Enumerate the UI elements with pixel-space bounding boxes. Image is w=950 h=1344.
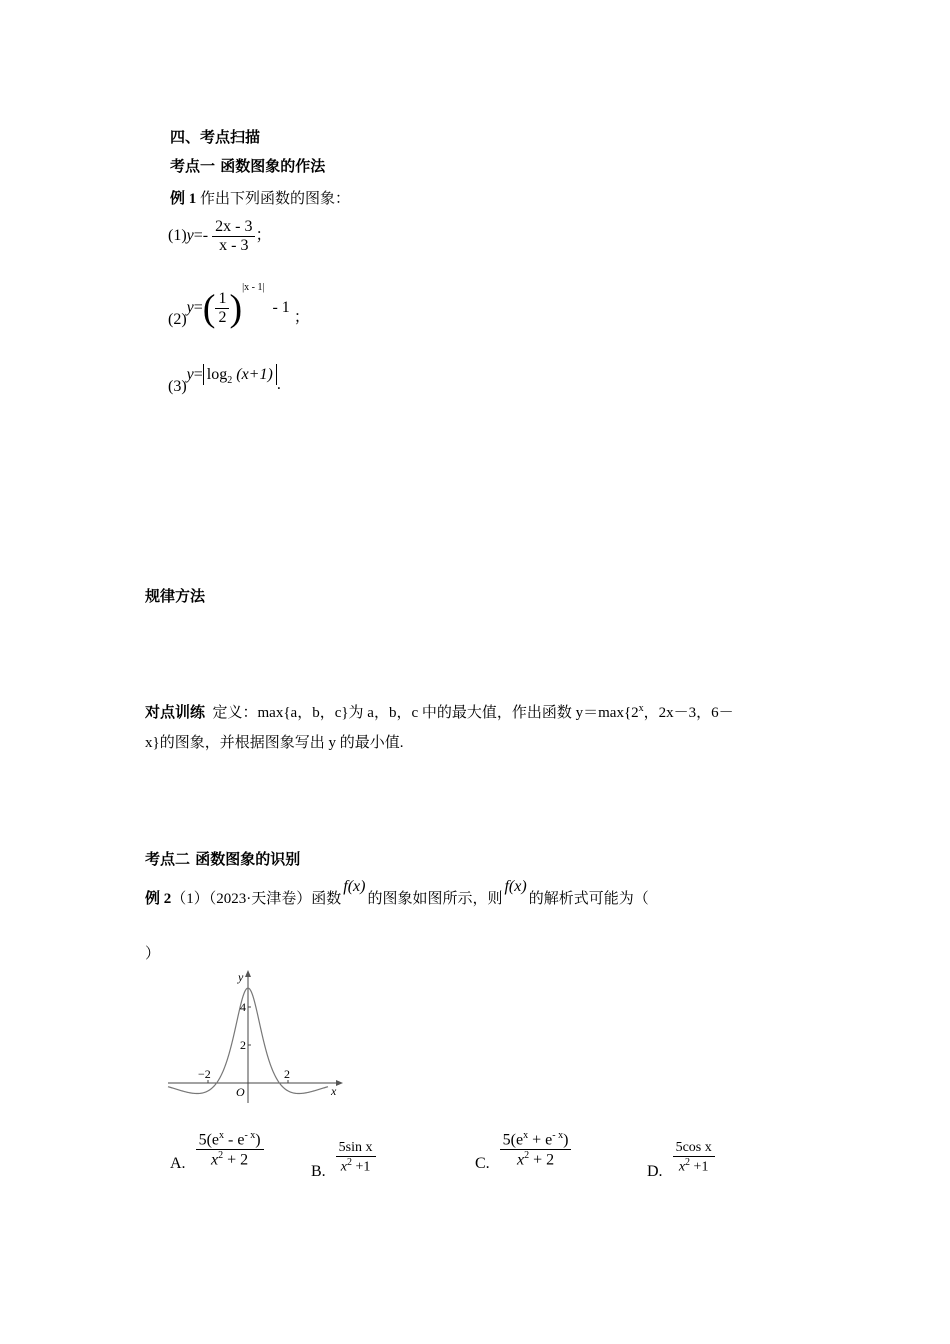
- option-d-fraction: $\frac{\text{5cos x}}{x^2 +1}$: [673, 1140, 715, 1176]
- item-2-eq: =: [193, 299, 203, 316]
- item-3-log: log: [206, 366, 228, 383]
- y-tick-label-2: 2: [240, 1038, 246, 1052]
- example1-item-1: [168, 218, 271, 255]
- training-line-2: x}的图象，并根据图象写出 y 的最小值.: [145, 735, 404, 751]
- item-2-tail: - 1: [272, 299, 290, 316]
- example2-close: ）: [145, 946, 161, 962]
- item-1-end: ；: [255, 227, 272, 245]
- example2-func-2: f(x): [504, 878, 527, 895]
- training-text-1: 定义：max{a，b，c}为 a，b，c 中的最大值，作出函数 y＝max{2: [212, 705, 639, 721]
- training-text-1-tail: ，2x－3，6－: [643, 705, 734, 721]
- option-b-fraction: $\frac{\text{5sin x}}{x^2 +1}$: [336, 1140, 376, 1176]
- item-3-number: (3): [168, 378, 187, 395]
- item-3-log-base: 2: [227, 375, 233, 387]
- item-1-number: (1): [168, 227, 187, 245]
- item-3-lhs: y: [186, 366, 194, 383]
- point1-title: 考点一 函数图象的作法: [170, 157, 326, 175]
- option-a[interactable]: [170, 1130, 264, 1173]
- item-2-lhs: y: [186, 299, 194, 316]
- example2-text-b: 的图象如图所示，则: [367, 891, 503, 907]
- item-1-eq: =-: [193, 227, 209, 245]
- item-2-fraction: [215, 290, 229, 327]
- example1-label: 例 1: [170, 191, 197, 207]
- item-2-exponent: |x - 1|: [242, 282, 265, 293]
- item-1-denominator: x - 3: [212, 236, 255, 255]
- x-tick-label-2: 2: [284, 1067, 290, 1081]
- option-a-letter: A.: [170, 1154, 186, 1172]
- example2-line: [145, 878, 649, 908]
- training-line-1: [145, 701, 734, 722]
- item-2-base-num: 1: [218, 289, 227, 307]
- option-b-letter: B.: [311, 1162, 326, 1180]
- item-3-arg: (x+1): [236, 366, 273, 383]
- option-c-letter: C.: [475, 1154, 490, 1172]
- option-b[interactable]: [311, 1140, 376, 1181]
- option-d-letter: D.: [647, 1162, 663, 1180]
- example1-line: [170, 187, 350, 208]
- y-tick-label-4: 4: [240, 1000, 246, 1014]
- example2-func-1: f(x): [343, 878, 366, 895]
- option-c[interactable]: [475, 1130, 571, 1173]
- item-3-abs: [203, 364, 277, 385]
- point2-title: 考点二 函数图象的识别: [145, 850, 301, 868]
- item-2-base-den: 2: [215, 308, 229, 327]
- item-1-lhs: y: [186, 227, 194, 245]
- item-3-eq: =: [193, 366, 203, 383]
- function-graph: [160, 965, 360, 1105]
- item-2-lparen: (: [202, 287, 216, 330]
- y-axis-label: y: [238, 970, 244, 984]
- option-a-fraction: $\frac{5(e^x - e^{- x})}{x^2 + 2}$: [196, 1130, 264, 1170]
- training-sup: x: [638, 703, 644, 714]
- example1-item-3: [168, 366, 281, 396]
- item-2-number: (2): [168, 311, 187, 328]
- x-axis-label: x: [331, 1084, 337, 1098]
- example1-item-2: [168, 282, 310, 330]
- item-1-numerator: 2x - 3: [215, 218, 253, 235]
- training-label: 对点训练: [145, 703, 206, 721]
- option-c-fraction: $\frac{5(e^x + e^{- x})}{x^2 + 2}$: [500, 1130, 572, 1170]
- item-2-rparen: ): [229, 287, 243, 330]
- method-label: 规律方法: [145, 587, 206, 605]
- origin-label: O: [236, 1085, 245, 1099]
- item-1-fraction: [212, 218, 255, 255]
- option-d[interactable]: [647, 1140, 715, 1181]
- example2-label: 例 2: [145, 891, 172, 907]
- example2-text-a: （1）（2023·天津卷）函数: [171, 891, 342, 907]
- item-3-end: .: [276, 376, 281, 393]
- example1-prompt: 作出下列函数的图象：: [200, 191, 351, 207]
- example2-text-c: 的解析式可能为（: [528, 891, 649, 907]
- x-tick-label-neg2: −2: [198, 1067, 211, 1081]
- section-title: 四、考点扫描: [170, 128, 261, 146]
- item-2-end: ；: [293, 309, 310, 326]
